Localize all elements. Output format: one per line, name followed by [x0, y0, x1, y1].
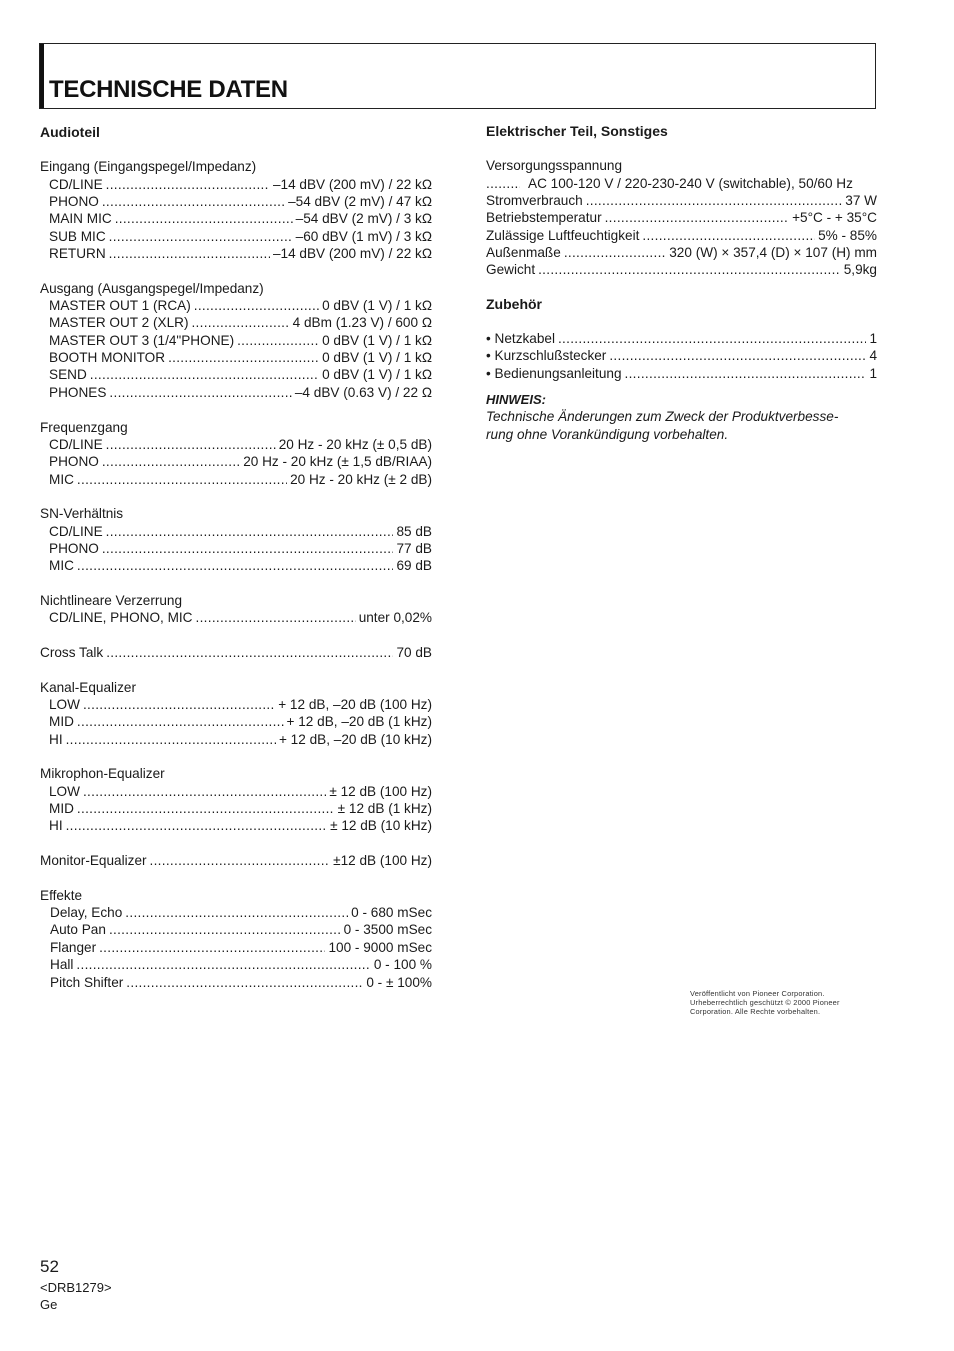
- spec-row: [40, 939, 432, 956]
- spec-row: [486, 330, 877, 347]
- leader-dots: [83, 783, 326, 800]
- spec-row: [40, 817, 432, 834]
- spec-row: [486, 365, 877, 382]
- spec-group: [40, 280, 432, 401]
- spec-value: ± 12 dB (1 kHz): [337, 801, 432, 817]
- spec-group-label: Frequenzgang: [40, 419, 128, 435]
- leader-dots: [109, 228, 293, 245]
- leader-dots: [102, 193, 285, 210]
- spec-row: [486, 227, 877, 244]
- spec-row: [486, 347, 877, 364]
- spec-group: [40, 852, 432, 869]
- leader-dots: [90, 366, 319, 383]
- spec-value: 77 dB: [396, 540, 432, 556]
- leader-dots: [77, 800, 335, 817]
- spec-value: –14 dBV (200 mV) / 22 kΩ: [272, 246, 432, 262]
- leader-dots: [609, 347, 866, 364]
- spec-label: CD/LINE: [49, 176, 103, 192]
- leader-dots: [76, 956, 370, 973]
- leader-dots: [106, 644, 393, 661]
- spec-value: + 12 dB, –20 dB (100 Hz): [278, 697, 432, 712]
- spec-row: [40, 245, 432, 262]
- spec-label: MASTER OUT 1 (RCA): [49, 298, 191, 314]
- spec-value: 0 - 100 %: [373, 957, 432, 973]
- spec-value: 20 Hz - 20 kHz (± 2 dB): [290, 471, 432, 487]
- spec-value: 4 dBm (1.23 V) / 600 Ω: [292, 315, 432, 331]
- spec-group-label: Eingang (Eingangspegel/Impedanz): [40, 159, 257, 175]
- spec-label: MASTER OUT 3 (1/4"PHONE): [49, 332, 235, 348]
- spec-row: [486, 244, 877, 261]
- spec-value: ± 12 dB (10 kHz): [330, 818, 432, 834]
- spec-value: unter 0,02%: [358, 610, 432, 626]
- leader-dots: [77, 713, 284, 730]
- spec-label: BOOTH MONITOR: [49, 350, 166, 366]
- spec-value: 5,9kg: [843, 262, 877, 278]
- spec-label: Außenmaße: [486, 245, 561, 261]
- spec-row: [40, 384, 432, 401]
- leader-dots: [106, 176, 270, 193]
- spec-value: + 12 dB, –20 dB (1 kHz): [286, 714, 432, 730]
- spec-value: –54 dBV (2 mV) / 47 kΩ: [288, 194, 432, 210]
- spec-label: SUB MIC: [49, 228, 106, 244]
- publisher-line: Corporation. Alle Rechte vorbehalten.: [690, 1007, 821, 1016]
- spec-value: ±12 dB (100 Hz): [333, 853, 432, 869]
- spec-label: MIC: [49, 471, 74, 487]
- leader-dots: [102, 540, 394, 557]
- spec-row: [40, 956, 432, 973]
- leader-dots: [194, 297, 319, 314]
- spec-value: AC 100-120 V / 220-230-240 V (switchable), 50/60 Hz: [528, 175, 853, 191]
- spec-group: [40, 765, 432, 834]
- spec-group: [40, 419, 432, 488]
- spec-row: [40, 332, 432, 349]
- spec-value: ± 12 dB (100 Hz): [329, 783, 432, 799]
- spec-row: [486, 175, 877, 192]
- spec-label: CD/LINE, PHONO, MIC: [49, 610, 193, 626]
- spec-row: [40, 471, 432, 488]
- leader-dots: [99, 939, 325, 956]
- spec-group: [40, 644, 432, 661]
- note-title: HINWEIS:: [486, 392, 546, 408]
- leader-dots: [109, 921, 341, 938]
- spec-label: Gewicht: [486, 262, 536, 278]
- leader-dots: [102, 453, 240, 470]
- spec-label: MID: [49, 714, 74, 730]
- spec-value: 100 - 9000 mSec: [328, 939, 432, 955]
- spec-value: 4: [869, 348, 877, 364]
- spec-label: Zulässige Luftfeuchtigkeit: [486, 227, 640, 243]
- section-heading-audio: Audioteil: [40, 124, 100, 140]
- spec-row: [40, 696, 432, 713]
- spec-row: [40, 228, 432, 245]
- leader-dots: [605, 209, 789, 226]
- spec-row: [486, 261, 877, 278]
- spec-row: [40, 193, 432, 210]
- spec-row: [40, 436, 432, 453]
- spec-group: [40, 592, 432, 627]
- leader-dots: [564, 244, 666, 261]
- spec-label: Stromverbrauch: [486, 193, 583, 209]
- spec-value: 0 dBV (1 V) / 1 kΩ: [322, 298, 432, 314]
- spec-value: +5°C - + 35°C: [792, 210, 877, 226]
- spec-group: [40, 679, 432, 748]
- leader-dots: [625, 365, 867, 382]
- spec-group-label: Nichtlineare Verzerrung: [40, 592, 183, 608]
- spec-value: –14 dBV (200 mV) / 22 kΩ: [272, 176, 432, 192]
- spec-row: [40, 366, 432, 383]
- spec-row: [40, 210, 432, 227]
- publisher-line: Urheberrechtlich geschützt © 2000 Pioneer: [690, 998, 840, 1007]
- spec-value: 0 dBV (1 V) / 1 kΩ: [322, 350, 432, 366]
- spec-label: • Netzkabel: [486, 331, 555, 347]
- spec-row: [40, 713, 432, 730]
- spec-value: 20 Hz - 20 kHz (± 0,5 dB): [278, 436, 432, 452]
- audio-section: [40, 124, 432, 1008]
- spec-row: [486, 209, 877, 226]
- spec-label: PHONES: [49, 384, 107, 400]
- leader-dots: [196, 609, 356, 626]
- spec-row: [40, 349, 432, 366]
- spec-label: PHONO: [49, 194, 99, 210]
- spec-value: 20 Hz - 20 kHz (± 1,5 dB/RIAA): [243, 454, 432, 470]
- spec-value: –60 dBV (1 mV) / 3 kΩ: [295, 228, 432, 244]
- spec-row: [40, 523, 432, 540]
- leader-dots: [486, 175, 520, 192]
- page-number: 52: [40, 1257, 59, 1276]
- leader-dots: [586, 192, 843, 209]
- note-text: [486, 408, 877, 443]
- spec-value: 85 dB: [396, 523, 432, 539]
- leader-dots: [150, 852, 331, 869]
- spec-group-label: Ausgang (Ausgangspegel/Impedanz): [40, 280, 264, 296]
- spec-value: + 12 dB, –20 dB (10 kHz): [278, 731, 432, 747]
- note-line: Technische Änderungen zum Zweck der Produktverbesse-: [486, 409, 839, 425]
- spec-label: MAIN MIC: [49, 211, 112, 227]
- leader-dots: [558, 330, 866, 347]
- spec-value: 0 - 3500 mSec: [343, 922, 432, 938]
- spec-label: MASTER OUT 2 (XLR): [49, 315, 189, 331]
- leader-dots: [109, 245, 270, 262]
- spec-row: [40, 800, 432, 817]
- spec-label: MID: [49, 801, 74, 817]
- spec-row: [40, 904, 432, 921]
- section-heading-accessories: Zubehör: [486, 295, 542, 312]
- spec-label: • Kurzschlußstecker: [486, 348, 607, 364]
- spec-label: CD/LINE: [49, 436, 103, 452]
- leader-dots: [237, 332, 319, 349]
- spec-value: 69 dB: [396, 558, 432, 574]
- language-code: Ge: [40, 1297, 58, 1312]
- spec-row: [40, 176, 432, 193]
- spec-label: CD/LINE: [49, 523, 103, 539]
- spec-row: [40, 852, 432, 869]
- accessory-list: [486, 330, 877, 382]
- spec-value: –4 dBV (0.63 V) / 22 Ω: [294, 384, 432, 400]
- leader-dots: [77, 557, 394, 574]
- spec-label: RETURN: [49, 246, 106, 262]
- spec-label: SEND: [49, 367, 87, 383]
- spec-row: [40, 974, 432, 991]
- leader-dots: [106, 523, 394, 540]
- publisher-line: Veröffentlicht von Pioneer Corporation.: [690, 989, 825, 998]
- spec-value: 5% - 85%: [818, 227, 877, 243]
- publisher-notice: [690, 989, 880, 1016]
- leader-dots: [109, 384, 291, 401]
- leader-dots: [66, 731, 276, 748]
- spec-value: 0 - ± 100%: [366, 974, 432, 990]
- leader-dots: [83, 696, 275, 713]
- spec-row: [40, 731, 432, 748]
- spec-row: [40, 921, 432, 938]
- spec-label: LOW: [49, 783, 80, 799]
- leader-dots: [106, 436, 276, 453]
- document-code: <DRB1279>: [40, 1280, 112, 1295]
- spec-label: Monitor-Equalizer: [40, 853, 147, 869]
- spec-row: [40, 297, 432, 314]
- section-heading-electrical: Elektrischer Teil, Sonstiges: [486, 123, 668, 139]
- spec-label: • Bedienungsanleitung: [486, 365, 622, 381]
- leader-dots: [66, 817, 328, 834]
- leader-dots: [126, 974, 363, 991]
- audio-spec-groups: [40, 158, 432, 991]
- spec-row: [40, 453, 432, 470]
- spec-label: Hall: [50, 957, 74, 973]
- electrical-spec-rows: [486, 175, 877, 279]
- spec-group-label: Effekte: [40, 887, 83, 903]
- supply-label: Versorgungsspannung: [486, 158, 623, 174]
- spec-group-label: Mikrophon-Equalizer: [40, 766, 165, 782]
- spec-label: MIC: [49, 558, 74, 574]
- leader-dots: [125, 904, 348, 921]
- page-title: TECHNISCHE DATEN: [49, 76, 288, 103]
- spec-row: [40, 540, 432, 557]
- spec-value: 1: [869, 365, 877, 381]
- spec-label: LOW: [49, 697, 80, 712]
- spec-group: [40, 158, 432, 262]
- spec-value: 0 dBV (1 V) / 1 kΩ: [322, 367, 432, 383]
- spec-group-label: SN-Verhältnis: [40, 506, 124, 522]
- spec-value: –54 dBV (2 mV) / 3 kΩ: [295, 211, 432, 227]
- spec-label: Cross Talk: [40, 644, 104, 660]
- spec-row: [40, 557, 432, 574]
- spec-label: Betriebstemperatur: [486, 210, 602, 226]
- leader-dots: [168, 349, 319, 366]
- spec-value: 320 (W) × 357,4 (D) × 107 (H) mm: [669, 245, 877, 261]
- spec-group-label: Kanal-Equalizer: [40, 679, 136, 695]
- spec-label: HI: [49, 818, 63, 834]
- spec-label: Pitch Shifter: [50, 974, 124, 990]
- spec-value: 70 dB: [396, 644, 432, 660]
- spec-label: Flanger: [50, 939, 97, 955]
- spec-row: [486, 192, 877, 209]
- spec-row: [40, 644, 432, 661]
- spec-row: [40, 314, 432, 331]
- note-line: rung ohne Vorankündigung vorbehalten.: [486, 426, 729, 442]
- spec-label: Auto Pan: [50, 922, 106, 938]
- spec-label: Delay, Echo: [50, 905, 123, 921]
- leader-dots: [77, 471, 287, 488]
- leader-dots: [538, 261, 841, 278]
- spec-value: 37 W: [845, 193, 877, 209]
- spec-group: [40, 887, 432, 991]
- leader-dots: [115, 210, 293, 227]
- leader-dots: [642, 227, 815, 244]
- spec-value: 1: [869, 331, 877, 347]
- electrical-section: [486, 123, 877, 443]
- spec-row: [40, 783, 432, 800]
- spec-label: PHONO: [49, 454, 99, 470]
- spec-row: [40, 609, 432, 626]
- spec-group: [40, 505, 432, 574]
- spec-value: 0 dBV (1 V) / 1 kΩ: [322, 332, 432, 348]
- leader-dots: [191, 314, 289, 331]
- spec-label: PHONO: [49, 540, 99, 556]
- spec-value: 0 - 680 mSec: [351, 905, 432, 921]
- spec-label: HI: [49, 731, 63, 747]
